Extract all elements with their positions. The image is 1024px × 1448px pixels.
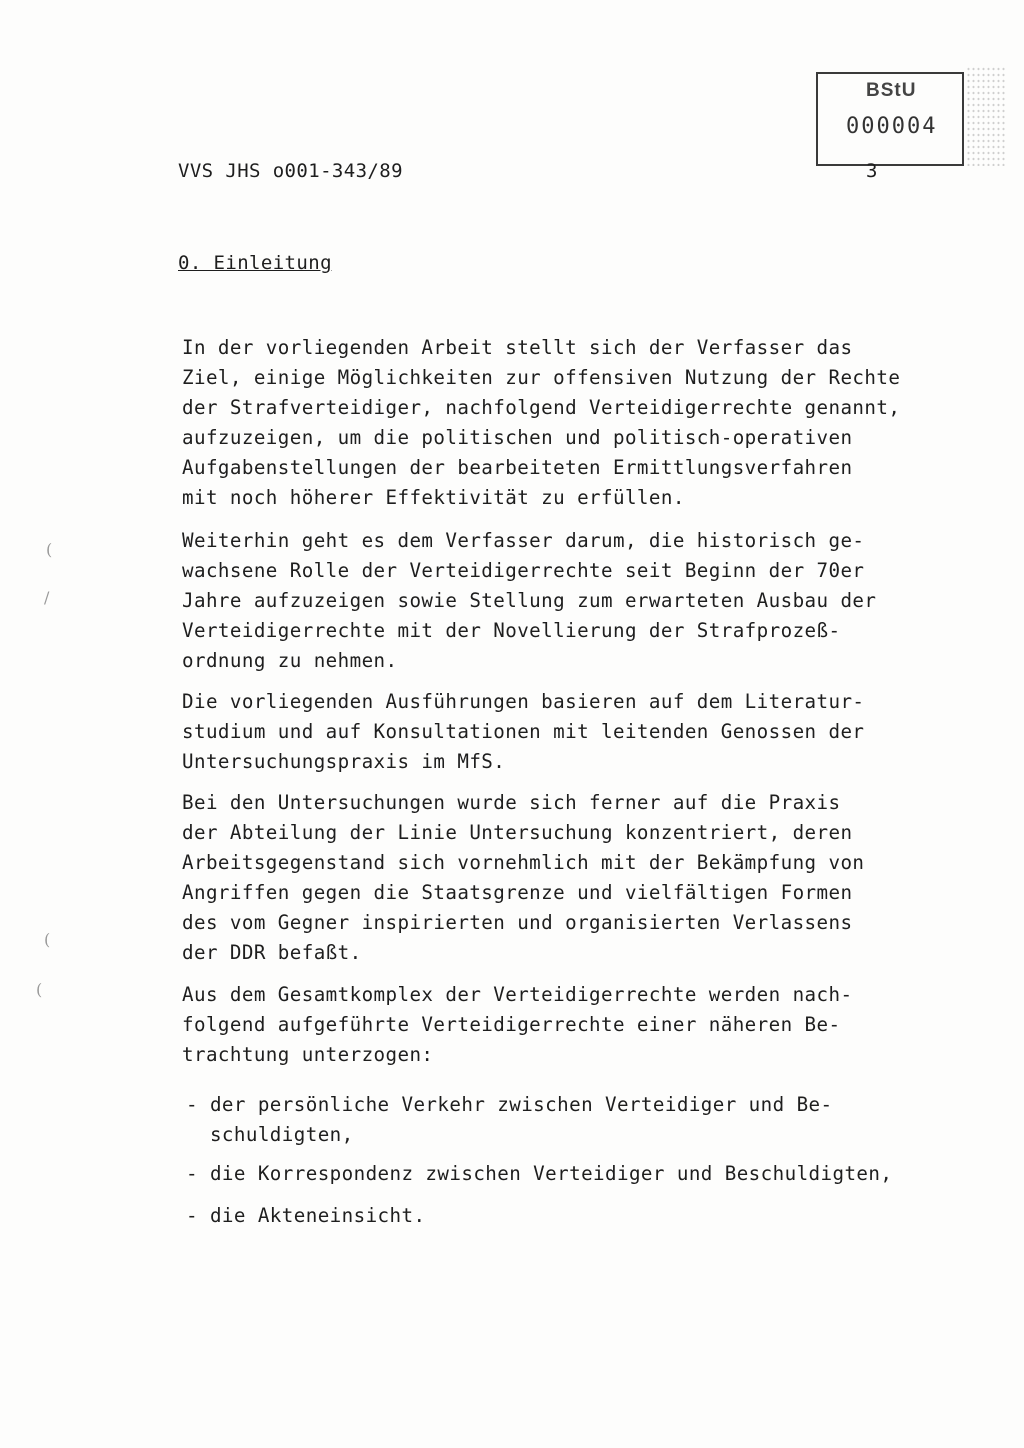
text-line: ordnung zu nehmen. <box>182 649 398 672</box>
text-line: Arbeitsgegenstand sich vornehmlich mit der Bekämpfung von <box>182 851 865 874</box>
list-item: - die Korrespondenz zwischen Verteidiger und Beschuldigten, <box>186 1162 893 1185</box>
text-line: Weiterhin geht es dem Verfasser darum, die historisch ge- <box>182 529 865 552</box>
text-line: Untersuchungspraxis im MfS. <box>182 750 506 773</box>
scan-speckle <box>966 66 1006 166</box>
text-line: Bei den Untersuchungen wurde sich ferner auf die Praxis <box>182 791 841 814</box>
text-line: wachsene Rolle der Verteidigerrechte seit Beginn der 70er <box>182 559 865 582</box>
text-line: Ziel, einige Möglichkeiten zur offensiven Nutzung der Rechte <box>182 366 901 389</box>
margin-mark: ( <box>46 540 53 559</box>
text-line: In der vorliegenden Arbeit stellt sich der Verfasser das <box>182 336 853 359</box>
text-line: Angriffen gegen die Staatsgrenze und vielfältigen Formen <box>182 881 853 904</box>
stamp-label: BStU <box>866 80 917 101</box>
text-line: der DDR befaßt. <box>182 941 362 964</box>
text-line: aufzuzeigen, um die politischen und politisch-operativen <box>182 426 853 449</box>
text-line: trachtung unterzogen: <box>182 1043 434 1066</box>
document-reference: VVS JHS o001-343/89 <box>178 160 403 182</box>
text-line: folgend aufgeführte Verteidigerrechte einer näheren Be- <box>182 1013 841 1036</box>
text-line: Die vorliegenden Ausführungen basieren auf dem Literatur- <box>182 690 865 713</box>
text-line: der Strafverteidiger, nachfolgend Verteidigerrechte genannt, <box>182 396 901 419</box>
text-line: Jahre aufzuzeigen sowie Stellung zum erwarteten Ausbau der <box>182 589 877 612</box>
text-line: studium und auf Konsultationen mit leitenden Genossen der <box>182 720 865 743</box>
stamp-number: 000004 <box>846 114 938 139</box>
margin-mark: ( <box>44 930 51 949</box>
text-line: der Abteilung der Linie Untersuchung konzentriert, deren <box>182 821 853 844</box>
text-line: mit noch höherer Effektivität zu erfüllen. <box>182 486 685 509</box>
text-line: Aus dem Gesamtkomplex der Verteidigerrechte werden nach- <box>182 983 853 1006</box>
text-line: des vom Gegner inspirierten und organisierten Verlassens <box>182 911 853 934</box>
list-item: schuldigten, <box>186 1123 354 1146</box>
page-number: 3 <box>866 160 878 182</box>
margin-mark: ( <box>36 980 43 999</box>
archive-stamp <box>816 72 964 166</box>
list-item: - der persönliche Verkehr zwischen Verteidiger und Be- <box>186 1093 833 1116</box>
margin-mark: / <box>44 588 50 607</box>
text-line: Verteidigerrechte mit der Novellierung der Strafprozeß- <box>182 619 841 642</box>
section-heading: 0. Einleitung <box>178 252 332 274</box>
text-line: Aufgabenstellungen der bearbeiteten Ermittlungsverfahren <box>182 456 853 479</box>
list-item: - die Akteneinsicht. <box>186 1204 426 1227</box>
